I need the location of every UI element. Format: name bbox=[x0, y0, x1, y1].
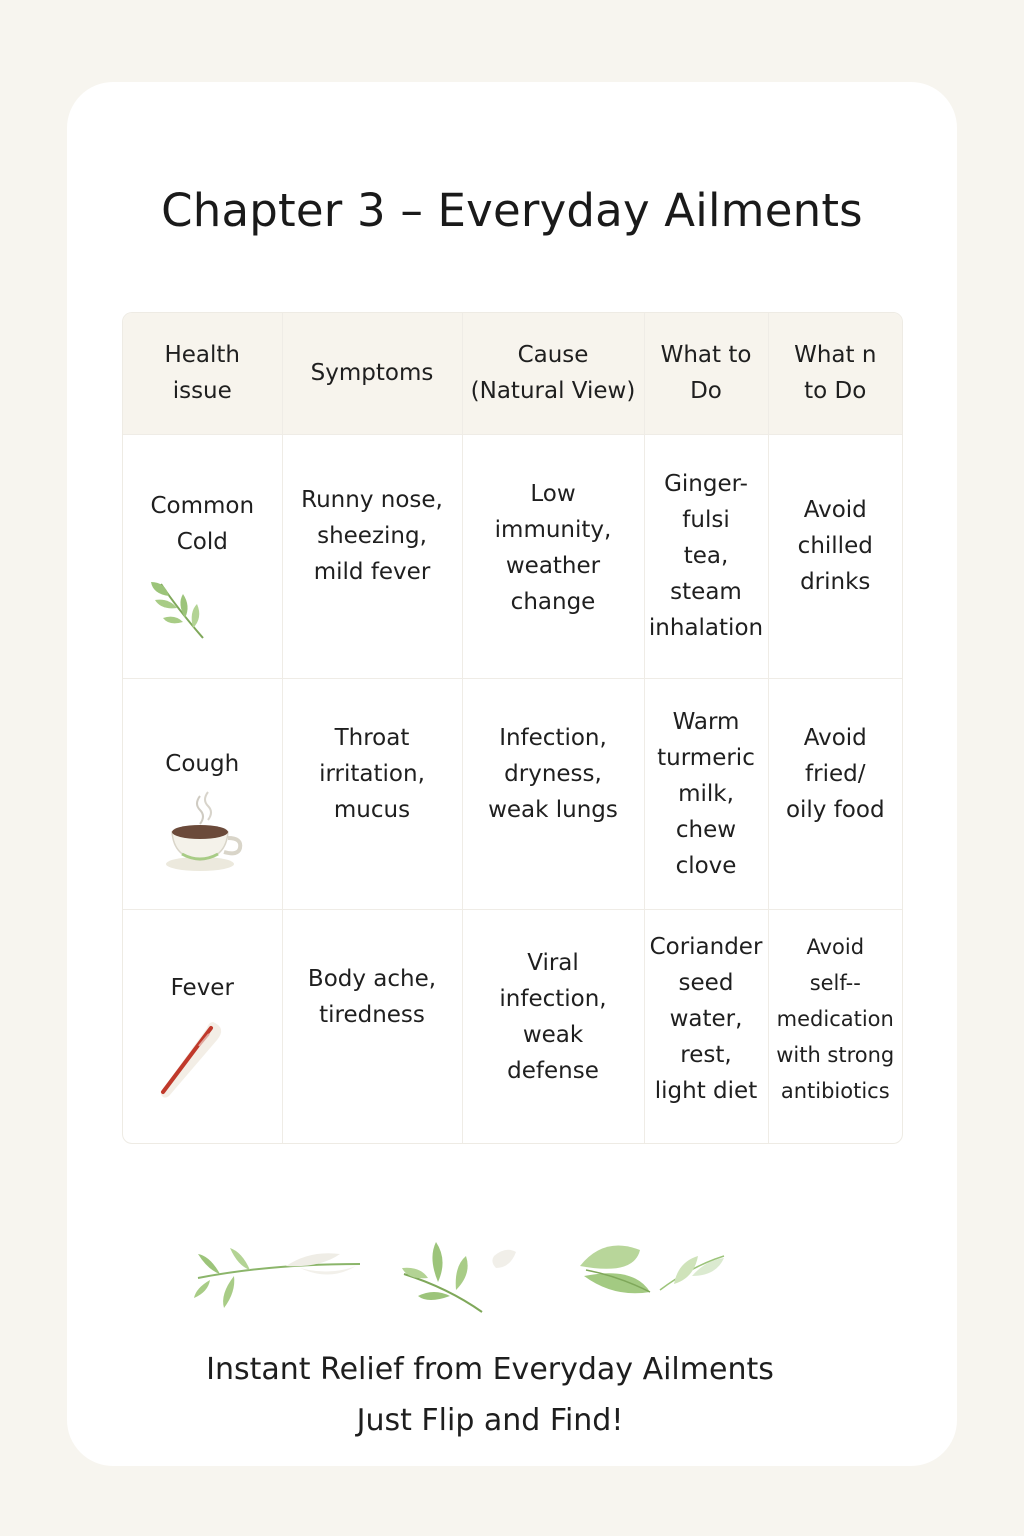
ailments-table bbox=[122, 312, 903, 1144]
tea-cup-icon bbox=[156, 788, 246, 878]
table-row bbox=[123, 434, 902, 678]
header-cause: Cause (Natural View) bbox=[462, 313, 644, 434]
cell-cause: Low immunity, weather change bbox=[462, 434, 644, 678]
footer-tagline: Instant Relief from Everyday Ailments bbox=[206, 1352, 774, 1387]
footer-subtitle: Just Flip and Find! bbox=[356, 1403, 624, 1438]
header-what-not-to-do: What n to Do bbox=[794, 342, 877, 405]
herb-leaves-icon bbox=[574, 1236, 734, 1306]
cell-what-not-to-do: Avoid self-- medication with strong antibiotics bbox=[776, 934, 895, 1103]
header-what-to-do: What to Do bbox=[644, 313, 768, 434]
cell-symptoms: Body ache, tiredness bbox=[282, 910, 462, 1143]
cell-what-to-do: Coriander seed water, rest, light diet bbox=[644, 910, 768, 1143]
table-row bbox=[123, 678, 902, 909]
cell-cause: Infection, dryness, weak lungs bbox=[462, 678, 644, 909]
table-header-row bbox=[123, 313, 902, 434]
leaf-sprig-icon bbox=[147, 574, 217, 644]
cell-symptoms: Throat irritation, mucus bbox=[282, 678, 462, 909]
cell-what-to-do: Ginger- fulsi tea, steam inhalation bbox=[644, 434, 768, 678]
cell-what-not-to-do: Avoid chilled drinks bbox=[797, 497, 873, 596]
header-symptoms: Symptoms bbox=[282, 313, 462, 434]
cell-cause: Viral infection, weak defense bbox=[462, 910, 644, 1143]
cell-symptoms: Runny nose, sheezing, mild fever bbox=[282, 434, 462, 678]
cell-health-issue: Cough bbox=[123, 678, 282, 909]
cell-what-not-to-do: Avoid fried/ oily food bbox=[785, 725, 885, 823]
table-row bbox=[123, 910, 902, 1143]
cell-health-issue: Fever bbox=[123, 910, 282, 1143]
thermometer-icon bbox=[147, 1014, 237, 1104]
page-title: Chapter 3 – Everyday Ailments bbox=[161, 184, 863, 237]
leaf-sprig-icon bbox=[398, 1238, 528, 1318]
header-health-issue: Health issue bbox=[123, 313, 282, 434]
herb-branch-icon bbox=[190, 1236, 370, 1316]
cell-what-to-do: Warm turmeric milk, chew clove bbox=[644, 678, 768, 909]
cell-health-issue: Common Cold bbox=[123, 434, 282, 678]
